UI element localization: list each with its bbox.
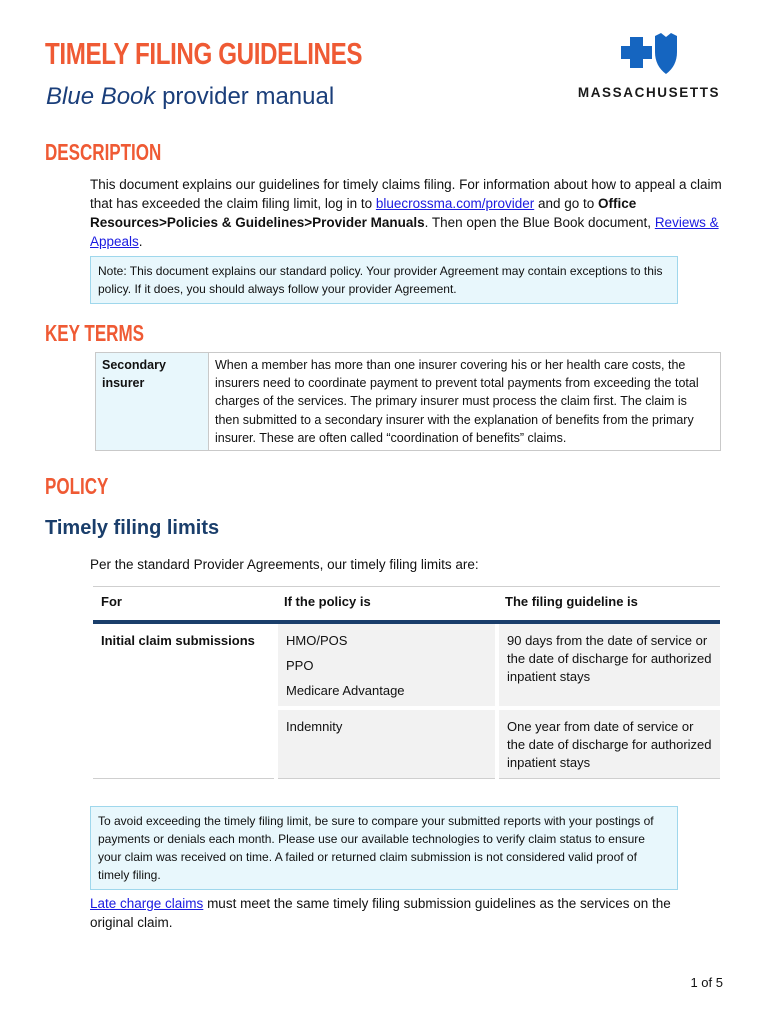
document-title: TIMELY FILING GUIDELINES <box>45 36 363 71</box>
key-term-cell: Secondary insurer <box>96 353 209 451</box>
menu-path-text: Office Resources>Policies & Guidelines>Provider Manuals <box>90 196 637 230</box>
late-charge-claims-link[interactable]: Late charge claims <box>90 896 204 911</box>
description-paragraph <box>90 175 726 251</box>
provider-site-link[interactable]: bluecrossma.com/provider <box>375 196 535 211</box>
column-header-guideline: The filing guideline is <box>497 587 720 623</box>
guideline-cell: 90 days from the date of service or the date of discharge for authorized inpatient stays <box>497 622 720 708</box>
table-header-row <box>93 587 720 623</box>
guideline-cell: One year from date of service or the date of discharge for authorized inpatient stays <box>497 708 720 779</box>
table-row <box>93 622 720 708</box>
key-terms-heading: KEY TERMS <box>45 320 144 346</box>
plan-name: Medicare Advantage <box>286 683 405 698</box>
key-term-row <box>96 353 721 451</box>
column-header-for: For <box>93 587 276 623</box>
description-text-1: This document explains our guidelines for timely claims filing. For information about how to appeal a claim that has exceeded the claim filing limit, log in to <box>90 177 722 211</box>
description-text-3: . Then open the Blue Book document, <box>424 215 655 230</box>
late-charge-paragraph <box>90 894 710 932</box>
description-heading: DESCRIPTION <box>45 139 162 165</box>
late-charge-text: must meet the same timely filing submission guidelines as the services on the original claim. <box>90 896 671 930</box>
limits-intro-text: Per the standard Provider Agreements, our timely filing limits are: <box>90 557 479 572</box>
column-header-policy: If the policy is <box>276 587 497 623</box>
timely-filing-limits-heading: Timely filing limits <box>45 517 220 539</box>
policy-cell <box>276 708 497 779</box>
policy-heading: POLICY <box>45 473 109 499</box>
plan-name: Indemnity <box>286 719 343 734</box>
bcbs-logo <box>576 32 722 102</box>
filing-limits-table <box>93 586 720 779</box>
reviews-appeals-link[interactable]: Reviews & Appeals <box>90 215 719 249</box>
blue-cross-blue-shield-icon <box>576 32 722 84</box>
plan-name: PPO <box>286 658 314 673</box>
page-number: 1 of 5 <box>690 975 723 990</box>
document-subtitle <box>46 83 334 111</box>
description-text-2: and go to <box>534 196 599 211</box>
subtitle-italic: Blue Book <box>46 83 156 110</box>
timely-filing-tip-box: To avoid exceeding the timely filing limit, be sure to compare your submitted reports with your postings of payments or denials each month. Please use our available technologies to verify claim status to ensure your claim was received on time. A failed or returned claim submission is not considered valid proof of timely filing. <box>90 806 678 890</box>
subtitle-rest: provider manual <box>155 83 335 110</box>
logo-wordmark: MASSACHUSETTS <box>577 85 721 100</box>
plan-name: HMO/POS <box>286 633 348 648</box>
description-text-4: . <box>138 234 143 249</box>
key-term-definition: When a member has more than one insurer covering his or her health care costs, the insurers need to coordinate payment to prevent total payments from exceeding the total charges of the services. The primary insurer must process the claim first. The claim is then submitted to a secondary insurer with the explanation of benefits from the primary insurer. These are often called “coordination of benefits” claims. <box>209 353 721 451</box>
key-terms-table <box>95 352 721 451</box>
policy-note-box: Note: This document explains our standard policy. Your provider Agreement may contain exceptions to this policy. If it does, you should always follow your provider Agreement. <box>90 256 678 304</box>
policy-cell <box>276 622 497 708</box>
row-label-cell: Initial claim submissions <box>93 622 276 779</box>
